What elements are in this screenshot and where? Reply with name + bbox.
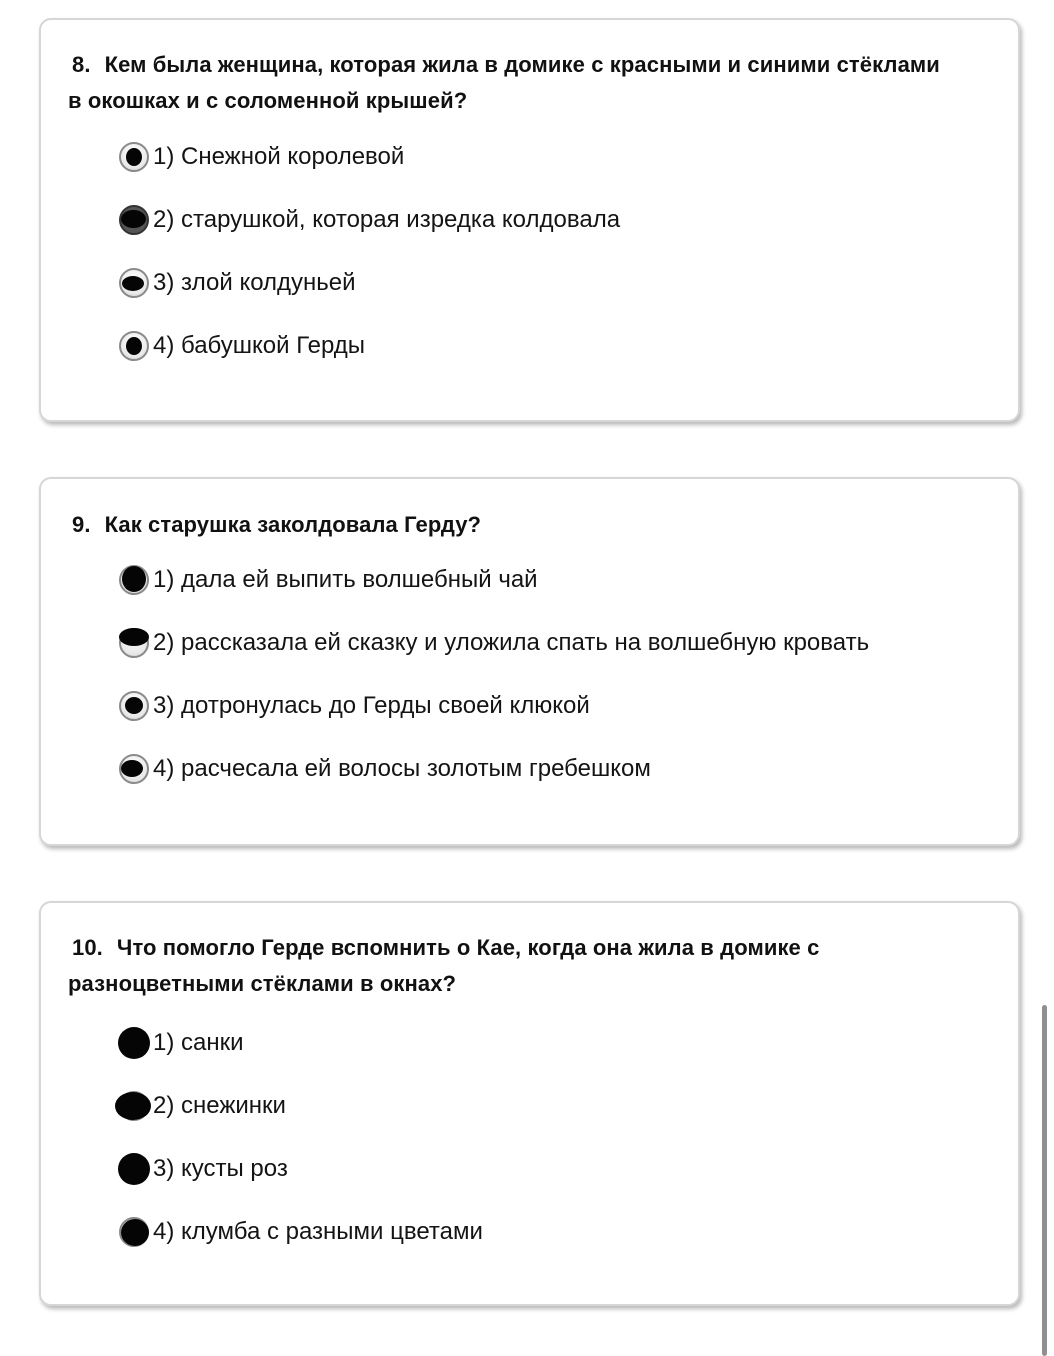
answer-option[interactable] [119, 563, 998, 597]
scribble-mark [126, 337, 142, 355]
answer-option[interactable] [119, 329, 998, 363]
answer-option[interactable] [119, 1026, 998, 1060]
scribble-mark [118, 1153, 150, 1185]
option-label: 2) рассказала ей сказку и уложила спать на волшебную кровать [153, 629, 870, 656]
question-number: 8. [72, 52, 91, 77]
question-label: Кем была женщина, которая жила в домике с красными и синими стёклами в окошках и с соломенной крышей? [68, 52, 940, 113]
scribble-mark [125, 697, 143, 714]
option-label: 1) санки [153, 1029, 244, 1056]
question-text [68, 47, 958, 119]
radio-button[interactable] [119, 691, 149, 721]
answer-options [119, 1026, 998, 1278]
scribble-mark [121, 760, 143, 777]
option-label: 1) Снежной королевой [153, 143, 405, 170]
scribble-mark [121, 1219, 149, 1246]
option-label: 4) клумба с разными цветами [153, 1218, 483, 1245]
question-label: Что помогло Герде вспомнить о Кае, когда она жила в домике с разноцветными стёклами в окнах? [68, 935, 820, 996]
answer-option[interactable] [119, 752, 998, 786]
answer-option[interactable] [119, 689, 998, 723]
option-label: 2) снежинки [153, 1092, 286, 1119]
radio-button[interactable] [119, 142, 149, 172]
radio-button[interactable] [119, 331, 149, 361]
answer-option[interactable] [119, 1089, 998, 1123]
answer-option[interactable] [119, 626, 998, 660]
scribble-mark [121, 210, 146, 228]
option-label: 2) старушкой, которая изредка колдовала [153, 206, 621, 233]
radio-button[interactable] [119, 1154, 149, 1184]
option-label: 3) кусты роз [153, 1155, 288, 1182]
answer-options [119, 563, 998, 815]
radio-button[interactable] [119, 628, 149, 658]
question-card-8 [39, 18, 1020, 422]
scribble-mark [118, 1027, 150, 1059]
option-label: 4) расчесала ей волосы золотым гребешком [153, 755, 651, 782]
scribble-mark [115, 1092, 151, 1120]
scrollbar[interactable] [1042, 1005, 1047, 1356]
answer-option[interactable] [119, 1215, 998, 1249]
scribble-mark [122, 566, 146, 592]
radio-button[interactable] [119, 205, 149, 235]
radio-button[interactable] [119, 565, 149, 595]
answer-option[interactable] [119, 140, 998, 174]
answer-option[interactable] [119, 1152, 998, 1186]
option-label: 3) дотронулась до Герды своей клюкой [153, 692, 590, 719]
question-label: Как старушка заколдовала Герду? [104, 512, 482, 537]
radio-button[interactable] [119, 268, 149, 298]
question-text [68, 930, 958, 1002]
question-card-10 [39, 901, 1020, 1306]
answer-option[interactable] [119, 203, 998, 237]
radio-button[interactable] [119, 1028, 149, 1058]
question-number: 9. [72, 512, 91, 537]
option-label: 4) бабушкой Герды [153, 332, 366, 359]
answer-option[interactable] [119, 266, 998, 300]
option-label: 3) злой колдуньей [153, 269, 356, 296]
radio-button[interactable] [119, 754, 149, 784]
option-label: 1) дала ей выпить волшебный чай [153, 566, 538, 593]
question-card-9 [39, 477, 1020, 846]
scribble-mark [126, 148, 142, 166]
answer-options [119, 140, 998, 392]
scribble-mark [122, 276, 144, 291]
scribble-mark [119, 628, 149, 646]
question-text [68, 507, 958, 543]
radio-button[interactable] [119, 1091, 149, 1121]
radio-button[interactable] [119, 1217, 149, 1247]
question-number: 10. [72, 935, 103, 960]
